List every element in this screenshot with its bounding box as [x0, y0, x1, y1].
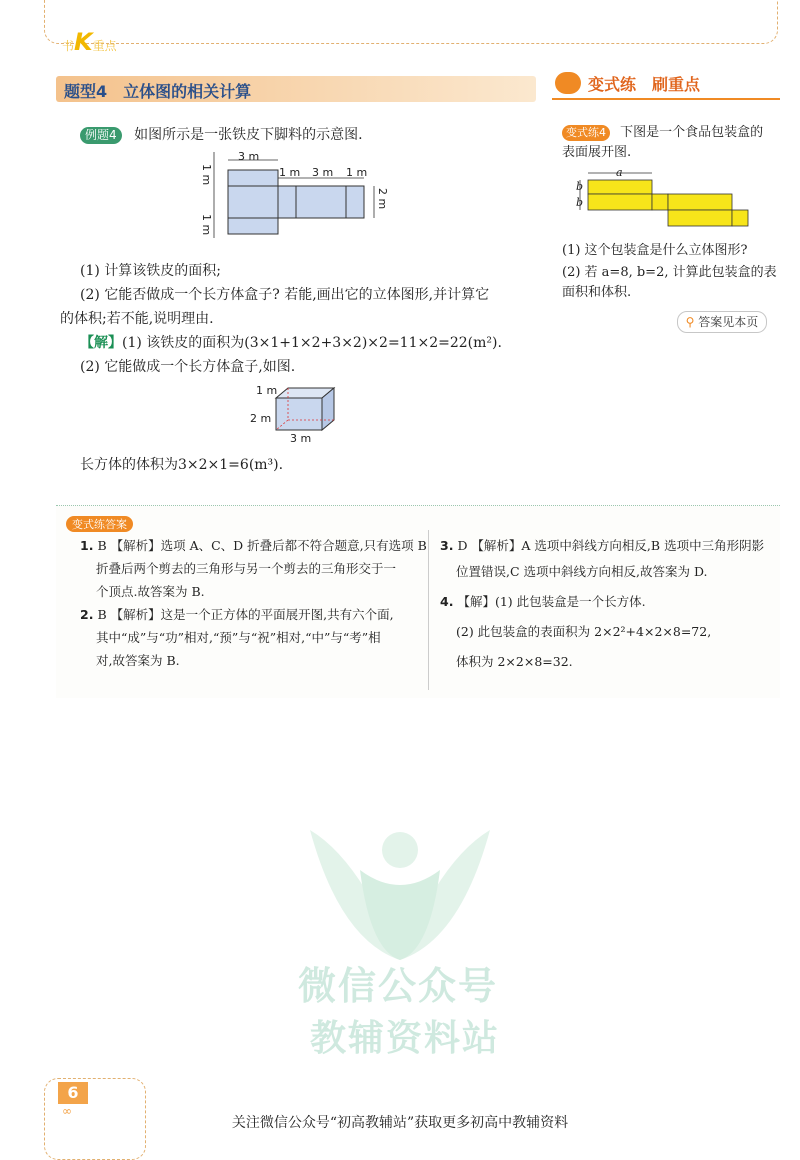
- fig2-left: 2 m: [250, 412, 272, 425]
- answer-link-label: 答案见本页: [698, 315, 759, 329]
- side-header-title: 变式练 刷重点: [588, 75, 701, 94]
- solution-tag: 【解】: [80, 335, 122, 351]
- fig1-top-3m: 3 m: [238, 150, 260, 163]
- fig1-left-1m-top: 1 m: [200, 164, 213, 186]
- volume-line: 长方体的体积为3×2×1=6(m³).: [80, 457, 284, 473]
- answer-4-text-3: 体积为 2×2×8=32.: [456, 654, 573, 669]
- variant-q1: (1) 这个包装盒是什么立体图形?: [562, 243, 748, 258]
- answer-4-number: 4.: [440, 594, 454, 609]
- package-net-figure: [574, 166, 754, 230]
- answer-divider: [428, 530, 429, 690]
- variant-q2b: 面积和体积.: [562, 285, 632, 300]
- answer-link-button[interactable]: [677, 311, 767, 333]
- header-frame: [44, 0, 778, 44]
- answer-section-label: 变式练答案: [66, 516, 133, 532]
- answer-3-number: 3.: [440, 538, 454, 553]
- watermark-text-2: 教辅资料站: [310, 1018, 501, 1059]
- section-title: 题型4 立体图的相关计算: [64, 82, 252, 101]
- section-header: [56, 76, 536, 102]
- answer-3-text-2: 位置错误,C 选项中斜线方向相反,故答案为 D.: [456, 564, 708, 579]
- answer-1-text-2: 折叠后两个剪去的三角形与另一个剪去的三角形交于一: [96, 561, 397, 576]
- header-logo: [62, 28, 117, 56]
- example-intro-line: [80, 124, 363, 146]
- page-number: 6: [58, 1082, 88, 1104]
- question-1: (1) 计算该铁皮的面积;: [80, 263, 221, 279]
- fig1-l1: 1 m: [279, 166, 301, 179]
- answer-1-text-1: B 【解析】选项 A、C、D 折叠后都不符合题意,只有选项 B: [97, 538, 427, 553]
- infinity-icon: ∞: [62, 1104, 72, 1118]
- answer-2-line-1: [80, 603, 394, 626]
- fig1-m3: 3 m: [312, 166, 334, 179]
- example-intro: 如图所示是一张铁皮下脚料的示意图.: [134, 127, 363, 143]
- answer-1-text-3: 个顶点.故答案为 B.: [96, 584, 205, 599]
- label-a: a: [616, 166, 623, 179]
- answer-3-line-1: [440, 534, 764, 557]
- answer-2-text-3: 对,故答案为 B.: [96, 653, 180, 668]
- side-header-icon: [555, 72, 581, 94]
- solution-2: (2) 它能做成一个长方体盒子,如图.: [80, 359, 296, 375]
- logo-small-right: 重点: [92, 39, 117, 53]
- key-icon: ⚲: [685, 315, 695, 329]
- variant-line-1: [562, 122, 763, 144]
- answer-4-text-1: 【解】(1) 此包装盒是一个长方体.: [457, 594, 646, 609]
- label-b2: b: [576, 196, 584, 209]
- answer-4-line-1: [440, 590, 646, 613]
- answer-1-number: 1.: [80, 538, 94, 553]
- question-2b: 的体积;若不能,说明理由.: [60, 311, 214, 327]
- variant-q2a: (2) 若 a=8, b=2, 计算此包装盒的表: [562, 265, 777, 280]
- variant-tag: 变式练4: [562, 125, 610, 141]
- fig1-left-1m-bot: 1 m: [200, 214, 213, 236]
- answer-2-text-2: 其中“成”与“功”相对,“预”与“祝”相对,“中”与“考”相: [96, 630, 381, 645]
- fig2-top: 1 m: [256, 384, 278, 397]
- watermark-text-1: 微信公众号: [298, 964, 499, 1008]
- fig1-r1: 1 m: [346, 166, 368, 179]
- logo-small-left: 书: [62, 39, 75, 53]
- answer-3-text-1: D 【解析】A 选项中斜线方向相反,B 选项中三角形阴影: [457, 538, 765, 553]
- answer-2-text-1: B 【解析】这是一个正方体的平面展开图,共有六个面,: [97, 607, 394, 622]
- example-tag: 例题4: [80, 127, 122, 144]
- label-b1: b: [576, 180, 584, 193]
- net-figure: [200, 148, 390, 240]
- answer-1-line-1: [80, 534, 427, 557]
- variant-text-1: 下图是一个食品包装盒的: [620, 125, 764, 140]
- answer-2-number: 2.: [80, 607, 94, 622]
- question-2a: (2) 它能否做成一个长方体盒子? 若能,画出它的立体图形,并计算它: [80, 287, 490, 303]
- variant-text-2: 表面展开图.: [562, 145, 632, 160]
- solution-line-1: [80, 332, 502, 354]
- answer-4-text-2: (2) 此包装盒的表面积为 2×2²+4×2×8=72,: [456, 624, 712, 639]
- cuboid-figure: [272, 384, 342, 436]
- fig2-bottom: 3 m: [290, 432, 312, 445]
- logo-k: K: [74, 28, 93, 56]
- watermark-logo: [300, 810, 500, 970]
- fig1-right-2m: 2 m: [376, 188, 389, 210]
- footer-text: 关注微信公众号“初高教辅站”获取更多初高中教辅资料: [231, 1115, 569, 1131]
- solution-1: (1) 该铁皮的面积为(3×1+1×2+3×2)×2=11×2=22(m²).: [122, 335, 502, 351]
